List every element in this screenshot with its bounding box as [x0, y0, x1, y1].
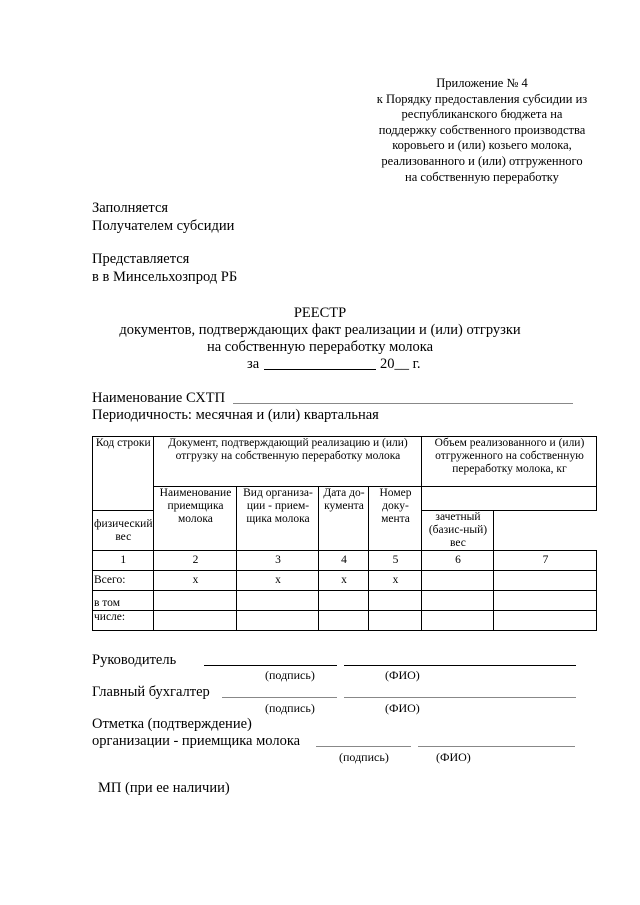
table-cell-empty[interactable]: [494, 571, 597, 591]
submitted-to-label: Представляется: [92, 251, 190, 267]
table-cell-empty[interactable]: [237, 591, 319, 611]
header-doc-date: Дата до-кумента: [319, 487, 369, 551]
including-label: в том: [93, 591, 154, 611]
appendix-line: республиканского бюджета на: [401, 107, 563, 122]
table-cell-empty[interactable]: [494, 611, 597, 631]
table-cell-empty[interactable]: [369, 611, 422, 631]
table-cell-empty[interactable]: [369, 591, 422, 611]
confirm-fio-line[interactable]: [418, 746, 575, 747]
table-cell-empty[interactable]: [422, 591, 494, 611]
confirm-label: Отметка (подтверждение): [92, 716, 252, 732]
head-sign-caption: (подпись): [265, 668, 315, 682]
col-number: 4: [319, 551, 369, 571]
accountant-signature-line[interactable]: [222, 697, 337, 698]
registry-table: [92, 436, 597, 631]
appendix-line: коровьего и (или) козьего молока,: [392, 138, 572, 153]
col-number: 2: [154, 551, 237, 571]
header-document: Документ, подтверждающий реализацию и (или) отгрузку на собственную переработку молока: [154, 437, 422, 487]
x-mark: x: [369, 571, 422, 591]
col-number: 3: [237, 551, 319, 571]
table-cell-empty[interactable]: [154, 611, 237, 631]
header-physical-weight: физический вес: [93, 511, 154, 551]
filled-by-label: Заполняется: [92, 200, 169, 216]
org-label: Наименование СХТП: [92, 390, 226, 406]
appendix-line: Приложение № 4: [436, 76, 528, 90]
period-year: 20__ г.: [380, 356, 421, 372]
head-signature-line[interactable]: [204, 665, 337, 666]
periodicity: Периодичность: месячная и (или) квартальная: [92, 407, 379, 423]
x-mark: x: [154, 571, 237, 591]
submitted-to-value: в в Минсельхозпрод РБ: [92, 269, 238, 285]
col-number: 6: [422, 551, 494, 571]
table-cell-empty[interactable]: [154, 591, 237, 611]
accountant-label: Главный бухгалтер: [92, 684, 210, 700]
confirm-signature-line[interactable]: [316, 746, 411, 747]
col-number: 1: [93, 551, 154, 571]
table-cell-empty[interactable]: [422, 611, 494, 631]
period-blank-line[interactable]: [264, 369, 376, 370]
header-credit-weight: зачетный (базис-ный) вес: [422, 511, 494, 551]
appendix-line: реализованного и (или) отгруженного: [381, 153, 583, 168]
doc-title: РЕЕСТР: [293, 305, 347, 321]
table-cell-empty[interactable]: [319, 611, 369, 631]
header-org-type: Вид организа-ции - прием-щика молока: [237, 487, 319, 551]
appendix-line: на собственную переработку: [405, 169, 559, 184]
appendix-line: поддержку собственного производства: [378, 122, 586, 137]
head-fio-caption: (ФИО): [385, 668, 420, 682]
header-code: Код строки: [93, 437, 154, 511]
header-doc-number: Номер доку-мента: [369, 487, 422, 551]
table-cell-empty[interactable]: [422, 571, 494, 591]
confirm-sign-caption: (подпись): [339, 750, 389, 764]
x-mark: x: [319, 571, 369, 591]
org-name-line[interactable]: [233, 403, 573, 404]
col-number: 5: [369, 551, 422, 571]
including-label-2: числе:: [93, 611, 154, 631]
accountant-fio-line[interactable]: [344, 697, 576, 698]
doc-subtitle: документов, подтверждающих факт реализации и (или) отгрузки: [119, 322, 521, 338]
confirm-label-2: организации - приемщика молока: [92, 733, 301, 749]
head-label: Руководитель: [92, 652, 177, 668]
accountant-fio-caption: (ФИО): [385, 701, 420, 715]
header-volume-spacer: [422, 487, 597, 511]
col-number: 7: [494, 551, 597, 571]
head-fio-line[interactable]: [344, 665, 576, 666]
table-cell-empty[interactable]: [237, 611, 319, 631]
appendix-block: [352, 76, 612, 185]
doc-subtitle-2: на собственную переработку молока: [206, 339, 434, 355]
seal-label: МП (при ее наличии): [98, 780, 230, 796]
accountant-sign-caption: (подпись): [265, 701, 315, 715]
header-recipient-name: Наименование приемщика молока: [154, 487, 237, 551]
table-cell-empty[interactable]: [319, 591, 369, 611]
table-cell-empty[interactable]: [494, 591, 597, 611]
period-prefix: за: [247, 356, 260, 372]
appendix-line: к Порядку предоставления субсидии из: [376, 91, 588, 106]
total-label: Всего:: [93, 571, 154, 591]
filled-by-value: Получателем субсидии: [92, 218, 235, 234]
x-mark: x: [237, 571, 319, 591]
header-volume: Объем реализованного и (или) отгруженного на собственную переработку молока, кг: [422, 437, 597, 487]
confirm-fio-caption: (ФИО): [436, 750, 471, 764]
